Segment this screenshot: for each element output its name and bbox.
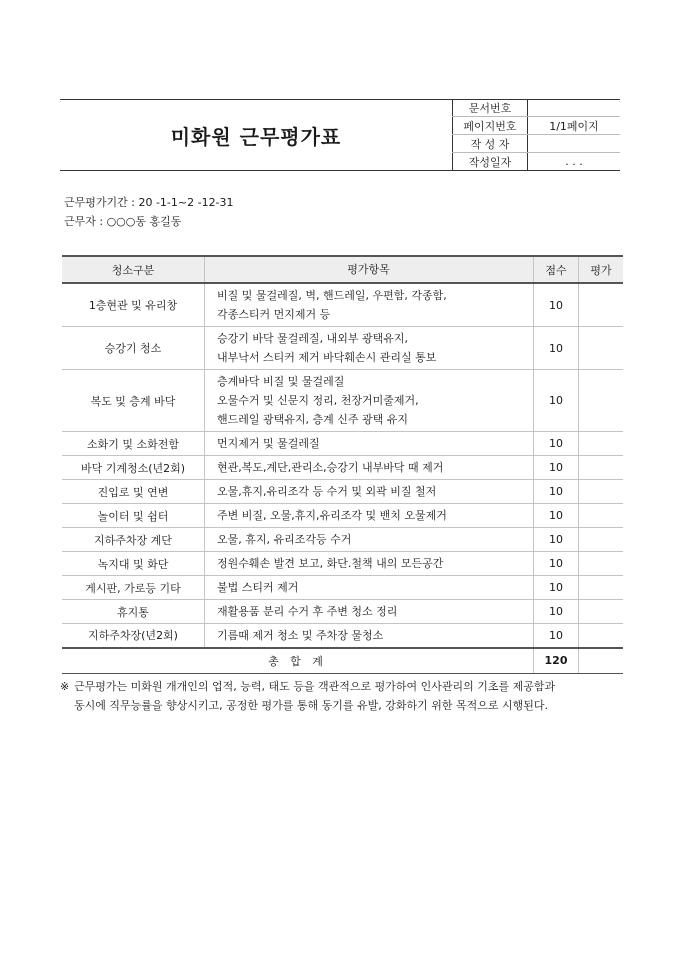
meta-value: 1/1페이지 <box>528 117 621 135</box>
cell-category: 복도 및 층계 바닥 <box>62 370 205 432</box>
cell-items <box>205 432 534 456</box>
table-row <box>62 624 623 648</box>
cell-score: 10 <box>534 600 579 624</box>
item-line: 오물,휴지,유리조각 등 수거 및 외곽 비질 철저 <box>217 485 437 498</box>
table-row <box>62 576 623 600</box>
cell-items <box>205 283 534 327</box>
cell-score: 10 <box>534 480 579 504</box>
header-bottom-rule <box>60 170 620 171</box>
meta-label: 작성일자 <box>453 153 528 171</box>
table-header-row <box>62 256 623 283</box>
header-items: 평가항목 <box>205 256 534 283</box>
reference-mark-icon: ※ <box>60 680 70 693</box>
evaluation-table <box>62 255 623 674</box>
cell-items <box>205 528 534 552</box>
cell-category: 1층현관 및 유리창 <box>62 283 205 327</box>
meta-row <box>453 135 621 153</box>
item-line: 현관,복도,계단,관리소,승강기 내부바닥 때 제거 <box>217 461 444 474</box>
meta-label: 문서번호 <box>453 99 528 117</box>
cell-evaluation[interactable] <box>579 600 624 624</box>
footnote-line-2: 동시에 직무능률을 향상시키고, 공정한 평가를 통해 동기를 유발, 강화하기 위한 목적으로 시행된다. <box>74 699 548 712</box>
meta-row <box>453 117 621 135</box>
item-line: 불법 스티커 제거 <box>217 581 299 594</box>
document-title: 미화원 근무평가표 <box>170 124 342 149</box>
cell-score: 10 <box>534 528 579 552</box>
footnote-text-1: 근무평가는 미화원 개개인의 업적, 능력, 태도 등을 객관적으로 평가하여 인사관리의 기초를 제공함과 <box>74 680 556 693</box>
cell-category: 진입로 및 연변 <box>62 480 205 504</box>
evaluation-period: 근무평가기간 : 20 -1-1~2 -12-31 <box>64 196 234 209</box>
meta-value <box>528 99 621 117</box>
cell-category: 게시판, 가로등 기타 <box>62 576 205 600</box>
item-line: 각종스티커 먼지제거 등 <box>217 308 331 321</box>
cell-category: 승강기 청소 <box>62 327 205 370</box>
item-line: 정원수훼손 발견 보고, 화단.철책 내의 모든공간 <box>217 557 444 570</box>
item-line: 층계바닥 비질 및 물걸레질 <box>217 375 345 388</box>
total-score: 120 <box>534 648 579 674</box>
cell-items <box>205 327 534 370</box>
cell-score: 10 <box>534 504 579 528</box>
cell-items <box>205 480 534 504</box>
table-row <box>62 552 623 576</box>
cell-evaluation[interactable] <box>579 624 624 648</box>
item-line: 주변 비질, 오물,휴지,유리조각 및 밴치 오물제거 <box>217 509 447 522</box>
cell-score: 10 <box>534 370 579 432</box>
table-row <box>62 327 623 370</box>
cell-items <box>205 624 534 648</box>
header-evaluation: 평가 <box>579 256 624 283</box>
cell-evaluation[interactable] <box>579 370 624 432</box>
cell-evaluation[interactable] <box>579 432 624 456</box>
cell-evaluation[interactable] <box>579 504 624 528</box>
item-line: 오물, 휴지, 유리조각등 수거 <box>217 533 352 546</box>
item-line: 내부낙서 스티커 제거 바닥훼손시 관리실 통보 <box>217 351 437 364</box>
cell-items <box>205 370 534 432</box>
cell-category: 녹지대 및 화단 <box>62 552 205 576</box>
cell-score: 10 <box>534 283 579 327</box>
cell-items <box>205 504 534 528</box>
cell-category: 지하주차장 계단 <box>62 528 205 552</box>
cell-items <box>205 600 534 624</box>
worker-name: 근무자 : ○○○동 홍길동 <box>64 215 182 228</box>
cell-evaluation[interactable] <box>579 552 624 576</box>
meta-value: . . . <box>565 155 583 168</box>
item-line: 오물수거 및 신문지 정리, 천장거미줄제거, <box>217 394 419 407</box>
item-line: 먼지제거 및 물걸레질 <box>217 437 320 450</box>
meta-row <box>453 99 621 117</box>
table-row <box>62 283 623 327</box>
cell-score: 10 <box>534 327 579 370</box>
cell-category: 놀이터 및 쉼터 <box>62 504 205 528</box>
header-category: 청소구분 <box>62 256 205 283</box>
cell-evaluation[interactable] <box>579 283 624 327</box>
meta-label: 페이지번호 <box>453 117 528 135</box>
cell-score: 10 <box>534 456 579 480</box>
cell-score: 10 <box>534 432 579 456</box>
cell-category: 휴지통 <box>62 600 205 624</box>
table-row <box>62 480 623 504</box>
item-line: 재활용품 분리 수거 후 주변 청소 정리 <box>217 605 398 618</box>
item-line: 기름때 제거 청소 및 주차장 물청소 <box>217 628 384 642</box>
cell-evaluation[interactable] <box>579 456 624 480</box>
header-score: 점수 <box>534 256 579 283</box>
total-evaluation <box>579 648 624 674</box>
footnote <box>60 677 624 715</box>
cell-evaluation[interactable] <box>579 327 624 370</box>
table-row <box>62 370 623 432</box>
cell-items <box>205 552 534 576</box>
meta-row <box>453 153 621 171</box>
table-row <box>62 504 623 528</box>
table-row <box>62 600 623 624</box>
item-line: 승강기 바닥 물걸레질, 내외부 광택유지, <box>217 332 408 345</box>
total-label: 총 합 계 <box>62 648 534 674</box>
cell-items <box>205 576 534 600</box>
cell-evaluation[interactable] <box>579 480 624 504</box>
table-row <box>62 432 623 456</box>
cell-score: 10 <box>534 552 579 576</box>
cell-score: 10 <box>534 576 579 600</box>
table-row <box>62 528 623 552</box>
item-line: 핸드레일 광택유지, 층계 신주 광택 유지 <box>217 413 408 426</box>
item-line: 비질 및 물걸레질, 벽, 핸드레일, 우편함, 각종함, <box>217 289 447 302</box>
cell-items <box>205 456 534 480</box>
footnote-line-1 <box>60 677 624 696</box>
table-row <box>62 456 623 480</box>
cell-evaluation[interactable] <box>579 528 624 552</box>
cell-category: 바닥 기계청소(년2회) <box>62 456 205 480</box>
cell-category: 소화기 및 소화전함 <box>62 432 205 456</box>
document-meta-table <box>452 99 620 170</box>
cell-evaluation[interactable] <box>579 576 624 600</box>
meta-label: 작 성 자 <box>453 135 528 153</box>
total-row <box>62 648 623 674</box>
meta-value <box>528 135 621 153</box>
cell-category: 지하주차장(년2회) <box>62 624 205 648</box>
cell-score: 10 <box>534 624 579 648</box>
